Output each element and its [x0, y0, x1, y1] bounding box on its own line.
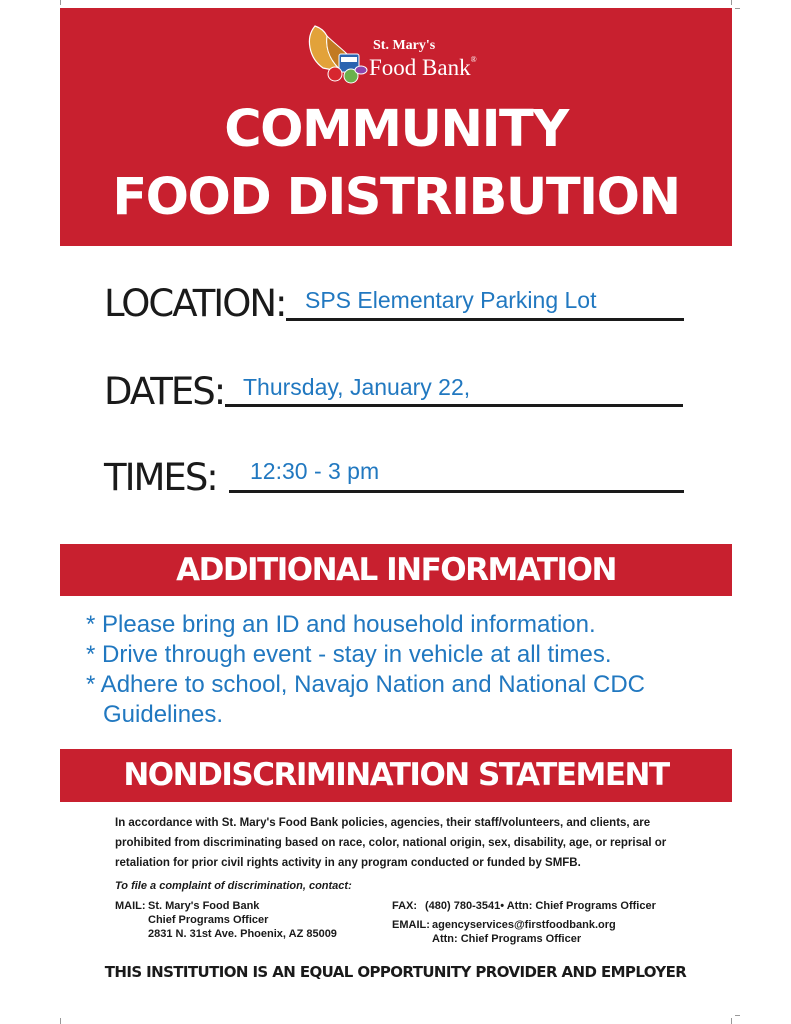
additional-info-heading: ADDITIONAL INFORMATION: [60, 544, 732, 596]
mail-line-3: 2831 N. 31st Ave. Phoenix, AZ 85009: [148, 928, 337, 940]
dates-label: DATES:: [104, 370, 225, 413]
crop-mark: [735, 8, 740, 9]
location-label: LOCATION:: [104, 282, 286, 325]
registered-mark: ®: [470, 55, 477, 64]
mail-line-2: Chief Programs Officer: [148, 914, 269, 926]
logo-line-2: [369, 55, 477, 81]
fax-value: (480) 780-3541• Attn: Chief Programs Officer: [425, 900, 656, 912]
crop-mark: [60, 1018, 61, 1024]
mail-line-1: St. Mary's Food Bank: [148, 900, 260, 912]
title-line-1: COMMUNITY: [224, 100, 568, 159]
info-item-guidelines: * Adhere to school, Navajo Nation and National CDC: [86, 671, 645, 698]
times-label: TIMES:: [104, 456, 217, 499]
mail-label: MAIL:: [115, 900, 146, 912]
equal-opportunity-footer: THIS INSTITUTION IS AN EQUAL OPPORTUNITY PROVIDER AND EMPLOYER: [104, 963, 687, 981]
info-item-id: * Please bring an ID and household information.: [86, 611, 596, 638]
email-label: EMAIL:: [392, 919, 430, 931]
food-bank-logo: [303, 22, 493, 90]
title-line-2: FOOD DISTRIBUTION: [112, 168, 680, 227]
crop-mark: [731, 1018, 732, 1024]
cornucopia-icon: [303, 24, 369, 86]
location-line: [286, 318, 684, 321]
info-item-guidelines-cont: Guidelines.: [103, 701, 224, 728]
complaint-heading: To file a complaint of discrimination, contact:: [115, 880, 352, 892]
logo-line-1: St. Mary's: [373, 38, 436, 53]
crop-mark: [60, 0, 61, 5]
fax-label: FAX:: [392, 900, 418, 912]
email-attn: Attn: Chief Programs Officer: [432, 933, 582, 945]
times-value: 12:30 - 3 pm: [250, 458, 380, 484]
additional-info-list: [86, 610, 726, 730]
dates-value: Thursday, January 22,: [243, 374, 471, 400]
times-line: [229, 490, 684, 493]
crop-mark: [735, 1015, 740, 1016]
dates-line: [225, 404, 683, 407]
nondiscrimination-paragraph: In accordance with St. Mary's Food Bank policies, agencies, their staff/volunteers, and clients, are prohibited from discriminating based on race, color, national origin, sex, disability, age, or reprisal or retaliation for prior civil rights activity in any program conducted or funded by SMFB.: [115, 817, 667, 869]
email-value[interactable]: agencyservices@firstfoodbank.org: [432, 919, 616, 931]
logo-name: Food Bank: [369, 55, 471, 80]
header-banner: [60, 8, 732, 246]
nondiscrimination-heading: NONDISCRIMINATION STATEMENT: [60, 749, 732, 802]
info-item-drive-through: * Drive through event - stay in vehicle at all times.: [86, 641, 612, 668]
crop-mark: [731, 0, 732, 5]
location-value: SPS Elementary Parking Lot: [305, 287, 597, 313]
